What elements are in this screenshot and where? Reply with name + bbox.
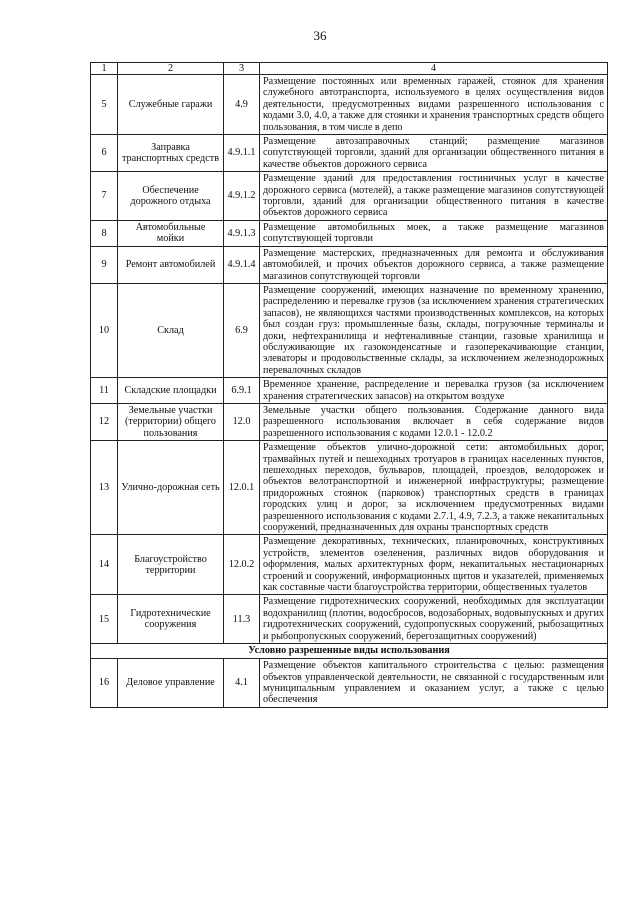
row-number: 15 [91,595,118,644]
use-description: Размещение постоянных или временных гаражей, стоянок для хранения служебного автотранспорта, используемого в целях осуществления видов деятельности, предусмотренных видами разрешенного использования с кодами 3.0, 4.0, а также для стоянки и хранения транспортных средств общего пользования, в том числе в депо [260,75,608,135]
table-row [91,378,608,404]
use-code: 4.9.1.3 [224,220,260,246]
use-code: 12.0.1 [224,441,260,535]
table-row [91,659,608,708]
use-description: Размещение объектов улично-дорожной сети: автомобильных дорог, трамвайных путей и пешеходных тротуаров в границах населенных пунктов, пешеходных переходов, бульваров, площадей, проездов, велодорожек и объектов велотранспортной и инженерной инфраструктуры; размещение придорожных стоянок (парковок) транспортных средств в границах городских улиц и дорог, за исключением предусмотренных видами разрешенного использования с кодами 2.7.1, 4.9, 7.2.3, а также некапитальных сооружений, предназначенных для охраны транспортных средств [260,441,608,535]
table-row [91,172,608,221]
table-row [91,441,608,535]
table-row [91,283,608,377]
row-number: 5 [91,75,118,135]
use-code: 6.9.1 [224,378,260,404]
use-code: 12.0 [224,403,260,440]
header-cell: 3 [224,63,260,75]
table-row [91,75,608,135]
use-code: 4.1 [224,659,260,708]
use-description: Размещение гидротехнических сооружений, необходимых для эксплуатации водохранилищ (плотин, водосбросов, водозаборных, водовыпускных и других гидротехнических сооружений, судопропускных сооружений, рыбозащитных и рыбопропускных сооружений, берегозащитных сооружений) [260,595,608,644]
use-code: 6.9 [224,283,260,377]
use-name: Ремонт автомобилей [118,246,224,283]
row-number: 16 [91,659,118,708]
header-cell: 1 [91,63,118,75]
use-name: Благоустройство территории [118,535,224,595]
use-code: 4.9 [224,75,260,135]
use-code: 4.9.1.2 [224,172,260,221]
use-name: Заправка транспортных средств [118,135,224,172]
use-name: Деловое управление [118,659,224,708]
row-number: 8 [91,220,118,246]
use-name: Улично-дорожная сеть [118,441,224,535]
use-code: 4.9.1.4 [224,246,260,283]
row-number: 12 [91,403,118,440]
use-description: Временное хранение, распределение и перевалка грузов (за исключением хранения стратегических запасов) на открытом воздухе [260,378,608,404]
row-number: 10 [91,283,118,377]
header-cell: 2 [118,63,224,75]
use-description: Размещение автозаправочных станций; размещение магазинов сопутствующей торговли, зданий для организации общественного питания в качестве объектов дорожного сервиса [260,135,608,172]
use-description: Размещение автомобильных моек, а также размещение магазинов сопутствующей торговли [260,220,608,246]
table-row [91,135,608,172]
use-description: Размещение объектов капитального строительства с целью: размещения объектов управленческой деятельности, не связанной с государственным или муниципальным управлением и оказанием услуг, а также с целью обеспечения [260,659,608,708]
use-code: 11.3 [224,595,260,644]
table-row [91,595,608,644]
use-description: Размещение зданий для предоставления гостиничных услуг в качестве дорожного сервиса (мотелей), а также размещение магазинов сопутствующей торговли, зданий для организации общественного питания в качестве объектов дорожного сервиса [260,172,608,221]
section-title: Условно разрешенные виды использования [91,644,608,659]
use-name: Автомобильные мойки [118,220,224,246]
use-name: Служебные гаражи [118,75,224,135]
table-row [91,220,608,246]
section-row [91,644,608,659]
use-code: 12.0.2 [224,535,260,595]
row-number: 14 [91,535,118,595]
table-row [91,535,608,595]
use-name: Обеспечение дорожного отдыха [118,172,224,221]
use-description: Размещение сооружений, имеющих назначение по временному хранению, распределению и перевалке грузов (за исключением хранения стратегических запасов), не являющихся частями производственных комплексов, на которых был создан груз: промышленные базы, склады, погрузочные терминалы и доки, нефтехранилища и нефтеналивные станции, газовые хранилища и обслуживающие их газоконденсатные и газоперекачивающие станции, элеваторы и продовольственные склады, за исключением железнодорожных перевалочных складов [260,283,608,377]
use-name: Гидротехнические сооружения [118,595,224,644]
use-code: 4.9.1.1 [224,135,260,172]
row-number: 9 [91,246,118,283]
use-description: Размещение мастерских, предназначенных для ремонта и обслуживания автомобилей, и прочих объектов дорожного сервиса, а также размещение магазинов сопутствующей торговли [260,246,608,283]
use-description: Земельные участки общего пользования. Содержание данного вида разрешенного использования включает в себя содержание видов разрешенного использования с кодами 12.0.1 - 12.0.2 [260,403,608,440]
zoning-table [90,62,608,708]
table-row [91,403,608,440]
use-description: Размещение декоративных, технических, планировочных, конструктивных устройств, элементов озеленения, различных видов оборудования и оформления, малых архитектурных форм, некапитальных нестационарных строений и сооружений, информационных щитов и указателей, применяемых как составные части благоустройства территории, общественных туалетов [260,535,608,595]
use-name: Складские площадки [118,378,224,404]
row-number: 6 [91,135,118,172]
use-name: Склад [118,283,224,377]
header-cell: 4 [260,63,608,75]
page-number: 36 [313,28,327,43]
row-number: 7 [91,172,118,221]
row-number: 11 [91,378,118,404]
use-name: Земельные участки (территории) общего пользования [118,403,224,440]
table-header-row [91,63,608,75]
table-row [91,246,608,283]
row-number: 13 [91,441,118,535]
